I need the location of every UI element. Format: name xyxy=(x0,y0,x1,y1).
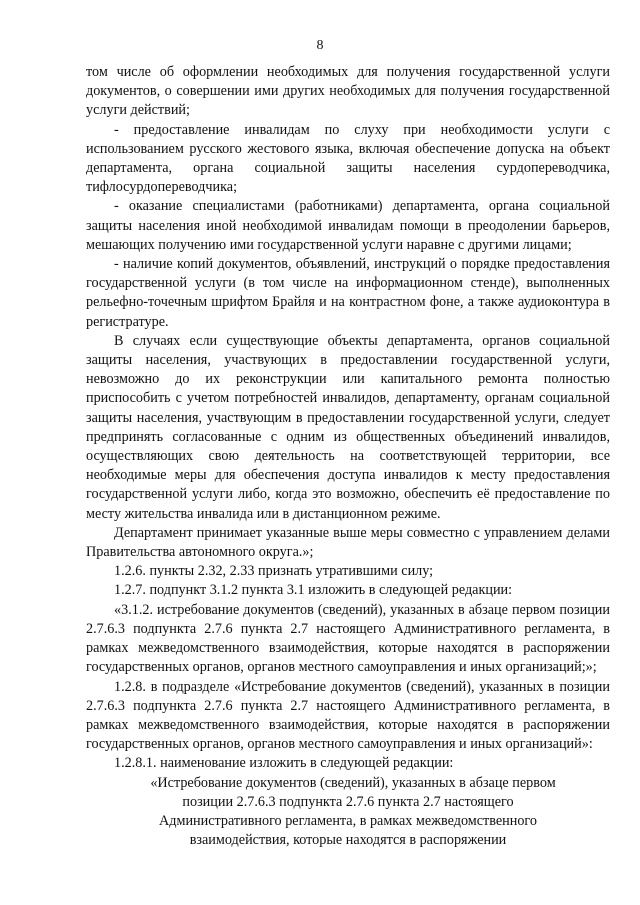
heading-line-1: «Истребование документов (сведений), указанных в абзаце первом xyxy=(150,774,556,791)
page-number: 8 xyxy=(316,38,324,53)
paragraph-3-1-2: «3.1.2. истребование документов (сведений), указанных в абзаце первом позиции 2.7.6.3 подпункта 2.7.6 пункта 2.7 настоящего Административного регламента, в рамках межведомственного взаимодействия, которые находятся в распоряжении государственных органов, органов местного самоуправления и иных организаций;»; xyxy=(86,601,610,676)
heading-line-4: взаимодействия, которые находятся в распоряжении xyxy=(189,832,507,849)
paragraph-1-2-6: 1.2.6. пункты 2.32, 2.33 признать утратившими силу; xyxy=(114,563,434,580)
paragraph-1-2-8-1: 1.2.8.1. наименование изложить в следующей редакции: xyxy=(114,755,454,772)
paragraph-department-measures: Департамент принимает указанные выше меры совместно с управлением делами Правительства автономного округа.»; xyxy=(86,524,610,561)
list-item-sign-language: - предоставление инвалидам по слуху при необходимости услуги с использованием русского жестового языка, включая обеспечение допуска на объект департамента, органа социальной защиты населения сурдопереводчика, тифлосурдопереводчика; xyxy=(86,121,610,196)
list-item-assistance: - оказание специалистами (работниками) департамента, органа социальной защиты населения иной необходимой инвалидам помощи в преодолении барьеров, мешающих получению ими государственной услуги наравне с другими лицами; xyxy=(86,198,610,253)
list-item-braille: - наличие копий документов, объявлений, инструкций о порядке предоставления государственной услуги (в том числе на информационном стенде), выполненных рельефно-точечным шрифтом Брайля и на контрастном фоне, а также аудиоконтура в регистратуре. xyxy=(86,256,610,330)
document-body xyxy=(86,63,610,850)
paragraph-1-2-8: 1.2.8. в подразделе «Истребование документов (сведений), указанных в позиции 2.7.6.3 подпункта 2.7.6 пункта 2.7 настоящего Административного регламента, в рамках межведомственного взаимодействия, которые находятся в распоряжении государственных органов, органов местного самоуправления и иных организаций»: xyxy=(86,678,610,753)
paragraph-continuation: том числе об оформлении необходимых для получения государственной услуги документов, о совершении ими других необходимых для получения государственной услуги действий; xyxy=(86,64,610,119)
heading-line-3: Административного регламента, в рамках межведомственного xyxy=(159,812,537,829)
heading-line-2: позиции 2.7.6.3 подпункта 2.7.6 пункта 2.7 настоящего xyxy=(182,793,514,810)
paragraph-1-2-7: 1.2.7. подпункт 3.1.2 пункта 3.1 изложить в следующей редакции: xyxy=(114,582,513,599)
paragraph-accessibility: В случаях если существующие объекты департамента, органов социальной защиты населения, участвующих в предоставлении государственной услуги, невозможно до их реконструкции или капитального ремонта полностью приспособить с учетом потребностей инвалидов, департаменту, органам социальной защиты населения, участвующим в предоставлении государственной услуги, следует предпринять согласованные с одним из общественных объединений инвалидов, осуществляющих свою деятельность на соответствующей территории, все необходимые меры для обеспечения доступа инвалидов к месту предоставления государственной услуги либо, когда это возможно, обеспечить её предоставление по месту жительства инвалида или в дистанционном режиме. xyxy=(86,332,610,522)
